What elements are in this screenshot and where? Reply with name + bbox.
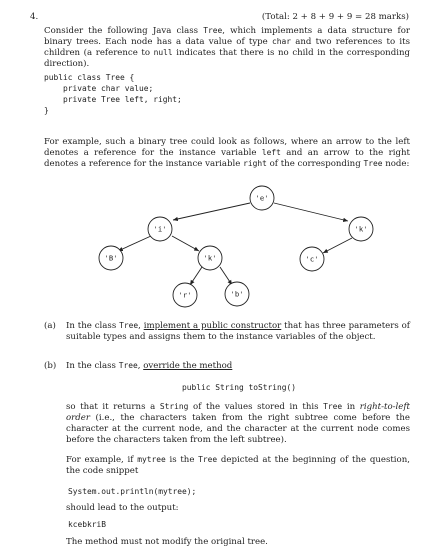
part-b-label: (b) (44, 361, 57, 371)
code-line: } (44, 106, 49, 115)
intro-paragraph: Consider the following Java class Tree, which implements a data structure for binary trees. Each node has a data value of type char and two references to its children (a reference to null indicates that there is no child in the corresponding direction). (44, 26, 411, 69)
edge-k-r (190, 267, 202, 285)
edge-k-b (220, 267, 232, 285)
tree-node-label: 'c' (305, 254, 319, 264)
tree-node-label: 'k' (203, 253, 217, 263)
edge-i-B (118, 236, 151, 251)
part-b-intro: In the class Tree, override the method (66, 361, 233, 371)
part-a-label: (a) (44, 321, 56, 331)
code-line: private char value; (44, 84, 154, 93)
example-paragraph: For example, such a binary tree could look as follows, where an arrow to the left denotes a reference for the instance variable left and an arrow to the right denotes a reference for the instance variable right of the corresponding Tree node: (44, 137, 410, 169)
tree-node-label: 'r' (178, 290, 192, 300)
code-line: public class Tree { (44, 73, 135, 82)
part-b-example: For example, if mytree is the Tree depicted at the beginning of the question, the code snippet (66, 455, 410, 476)
tree-node-label: 'k' (354, 224, 368, 234)
tree-node-label: 'B' (104, 253, 118, 263)
output-lead-text: should lead to the output: (66, 503, 179, 513)
total-marks: (Total: 2 + 8 + 9 + 9 = 28 marks) (261, 12, 409, 22)
expected-output: kcebkriB (68, 520, 107, 529)
tree-node-label: 'i' (153, 224, 167, 234)
method-signature: public String toString() (182, 383, 297, 392)
tree-node-label: 'e' (255, 193, 269, 203)
edge-e-k (274, 203, 348, 221)
part-b-description: so that it returns a String of the values stored in this Tree in right-to-left order (i.e., the characters taken from the right subtree come before the character at the current node, and the character at the current node comes before the characters taken from the left subtree). (66, 402, 410, 445)
final-note: The method must not modify the original tree. (66, 537, 268, 547)
edge-e-i (173, 203, 250, 220)
part-a-text: In the class Tree, implement a public constructor that has three parameters of suitable types and assigns them to the instance variables of the object. (66, 321, 410, 342)
edge-k-c (323, 238, 352, 253)
tree-node-label: 'b' (230, 289, 244, 299)
question-number: 4. (30, 12, 39, 22)
code-line: private Tree left, right; (44, 95, 182, 104)
code-snippet: System.out.println(mytree); (68, 487, 197, 496)
edge-i-k (172, 236, 199, 251)
